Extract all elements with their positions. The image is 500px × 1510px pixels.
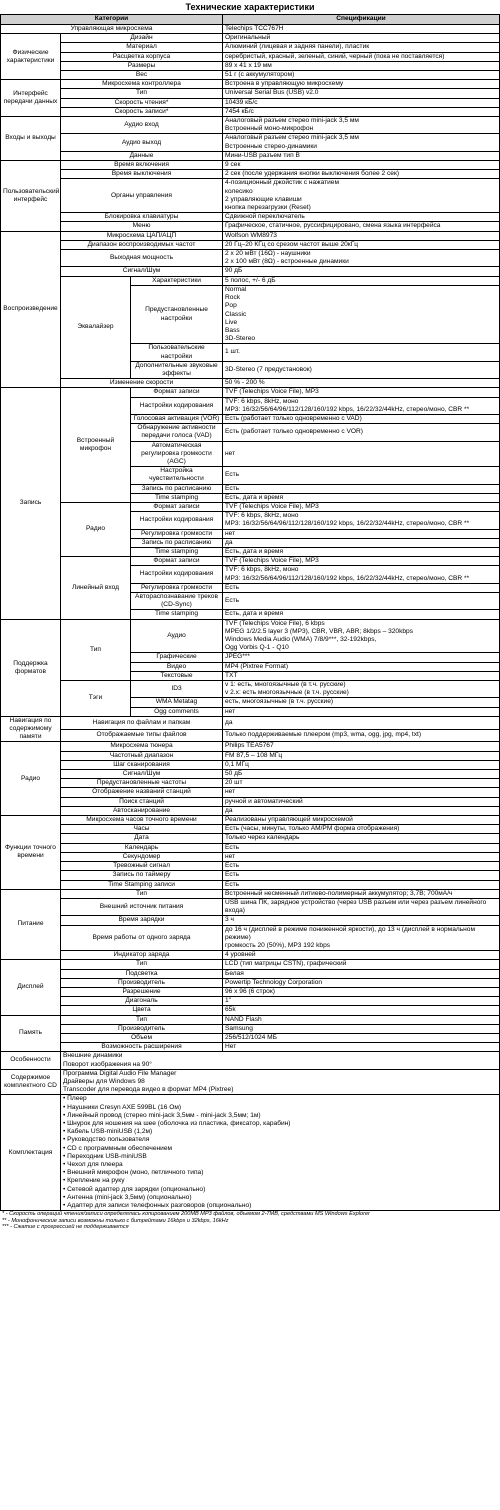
group-label: Содержимое комплектного CD <box>1 1069 61 1095</box>
table-row <box>1 71 500 80</box>
spec-value: ручной и автоматический <box>223 797 500 806</box>
spec-label: Микросхема часов точного времени <box>61 816 223 825</box>
spec-value: NAND Flash <box>223 1015 500 1024</box>
table-row <box>1 978 500 987</box>
spec-label: Сигнал/Шум <box>61 770 223 779</box>
spec-label: Микросхема тюнера <box>61 742 223 751</box>
table-row <box>1 1043 500 1052</box>
spec-label: Управляющая микросхема <box>1 25 223 34</box>
group-label: Питание <box>1 889 61 960</box>
spec-label: Возможность расширения <box>61 1043 223 1052</box>
spec-label: Настройки кодирования <box>131 397 223 414</box>
table-row <box>1 267 500 276</box>
spec-value: Белая <box>223 969 500 978</box>
spec-label: Регулировка громкости <box>131 529 223 538</box>
spec-label: Аудио выход <box>61 134 223 151</box>
table-row <box>1 969 500 978</box>
page-title: Технические характеристики <box>185 2 315 12</box>
spec-value: TVF: 6 kbps, 8kHz, моно MP3: 16/32/56/64/96/112/128/160/192 kbps, 16/22/32/44kHz, стерео/моно, CBR ** <box>223 512 500 529</box>
table-row <box>1 557 500 566</box>
spec-label: Часы <box>61 825 223 834</box>
spec-label: Настройки кодирования <box>131 566 223 583</box>
spec-label: Характеристики <box>131 276 223 285</box>
table-header-row <box>1 15 500 25</box>
spec-label: Тип <box>61 89 223 98</box>
spec-value: 7454 кБ/с <box>223 107 500 116</box>
spec-label: Подсветка <box>61 969 223 978</box>
spec-value: Есть, дата и время <box>223 547 500 556</box>
table-row <box>1 1052 500 1069</box>
spec-value: Philips TEA5767 <box>223 742 500 751</box>
spec-value: Сдвижной переключатель <box>223 213 500 222</box>
spec-value: 4 уровней <box>223 951 500 960</box>
subgroup-label: Эквалайзер <box>61 276 131 378</box>
spec-value: до 16 ч (дисплей в режиме пониженной яркости), до 13 ч (дисплей в нормальном режиме) громкость 20 (50%), MP3 192 kbps <box>223 925 500 951</box>
spec-label: Расцветка корпуса <box>61 52 223 61</box>
footnote: * - Скорость операций чтения/записи определялась копированием 200MB MP3 файлов, объемом 2-7MB, средствами MS Windows Explorer <box>2 1211 370 1218</box>
table-row <box>1 34 500 43</box>
table-row <box>1 729 500 742</box>
spec-value: TVF: 6 kbps, 8kHz, моно MP3: 16/32/56/64/96/112/128/160/192 kbps, 16/22/32/44kHz, стерео/моно, CBR ** <box>223 566 500 583</box>
spec-value: 256/512/1024 МБ <box>223 1033 500 1042</box>
table-row <box>1 80 500 89</box>
spec-label: Пользовательские настройки <box>131 344 223 361</box>
spec-value: USB шина ПК, зарядное устройство (через USB разъем или через разъем линейного входа) <box>223 898 500 915</box>
spec-value: Universal Serial Bus (USB) v2.0 <box>223 89 500 98</box>
table-row <box>1 134 500 151</box>
table-row <box>1 25 500 34</box>
spec-value: Telechips TCC767H <box>223 25 500 34</box>
column-header-category: Категории <box>1 15 223 25</box>
spec-label: Внешний источник питания <box>61 898 223 915</box>
spec-label: Частотный диапазон <box>61 751 223 760</box>
table-row <box>1 170 500 179</box>
subgroup-label: Линейный вход <box>61 557 131 619</box>
table-row <box>1 231 500 240</box>
spec-value: Есть, дата и время <box>223 610 500 619</box>
table-row <box>1 862 500 871</box>
group-label: Воспроизведение <box>1 231 61 388</box>
spec-value: Реализованы управляющей микросхемой <box>223 816 500 825</box>
spec-value: Нет <box>223 1043 500 1052</box>
table-row <box>1 43 500 52</box>
table-row <box>1 1006 500 1015</box>
table-row <box>1 117 500 134</box>
spec-value: Есть <box>223 871 500 880</box>
spec-value: есть, многоязычные (в т.ч. русские) <box>223 698 500 707</box>
table-row <box>1 681 500 698</box>
group-label: Навигация по содержимому памяти <box>1 716 61 742</box>
table-row <box>1 1024 500 1033</box>
table-row <box>1 751 500 760</box>
spec-label: Аудио <box>131 619 223 653</box>
spec-value: нет <box>223 852 500 861</box>
spec-label: Навигация по файлам и папкам <box>61 716 223 729</box>
table-row <box>1 107 500 116</box>
spec-value: 2 сек (после удержания кнопки выключения более 2 сек) <box>223 170 500 179</box>
table-row <box>1 240 500 249</box>
spec-value: Есть <box>223 880 500 889</box>
spec-value: Wolfson WM8973 <box>223 231 500 240</box>
table-row <box>1 960 500 969</box>
table-row <box>1 388 500 397</box>
spec-label: Отображение названий станций <box>61 788 223 797</box>
spec-value: 50 % - 200 % <box>223 379 500 388</box>
column-header-spec: Спецификации <box>223 15 500 25</box>
spec-value: Мини-USB разъем тип B <box>223 151 500 160</box>
table-row <box>1 816 500 825</box>
spec-label: Тип <box>61 1015 223 1024</box>
group-label: Память <box>1 1015 61 1052</box>
spec-value: 1 шт. <box>223 344 500 361</box>
spec-value: 4-позиционный джойстик с нажатием колесико 2 управляющие клавиши кнопка перезагрузки (Reset) <box>223 179 500 213</box>
table-row <box>1 1015 500 1024</box>
spec-value: Есть <box>223 467 500 484</box>
spec-value: Есть (работает только одновременно с VOR) <box>223 424 500 441</box>
group-label: Интерфейс передачи данных <box>1 80 61 117</box>
spec-value: Есть <box>223 862 500 871</box>
group-label: Радио <box>1 742 61 816</box>
table-row <box>1 898 500 915</box>
table-row <box>1 825 500 834</box>
spec-label: Запись по таймеру <box>61 871 223 880</box>
spec-label: Time Stamping записи <box>61 880 223 889</box>
table-row <box>1 61 500 70</box>
spec-label: Выходная мощность <box>61 250 223 267</box>
spec-label: Шаг сканирования <box>61 760 223 769</box>
spec-label: Скорость чтения* <box>61 98 223 107</box>
table-row <box>1 1033 500 1042</box>
spec-label: Время выключения <box>61 170 223 179</box>
table-row <box>1 997 500 1006</box>
table-row <box>1 1069 500 1095</box>
spec-value: Есть, дата и время <box>223 493 500 502</box>
spec-label: Обнаружение активности передачи голоса (VAD) <box>131 424 223 441</box>
spec-label: Изменение скорости <box>61 379 223 388</box>
table-row <box>1 760 500 769</box>
spec-value: MP4 (Pixtree Format) <box>223 662 500 671</box>
spec-label: Автоматическая регулировка громкости (AGC) <box>131 441 223 467</box>
spec-value: 90 дБ <box>223 267 500 276</box>
spec-value: Есть <box>223 843 500 852</box>
table-row <box>1 916 500 925</box>
spec-label: Календарь <box>61 843 223 852</box>
spec-label: Предустановленные частоты <box>61 779 223 788</box>
subgroup-label: Тэги <box>61 681 131 717</box>
spec-label: Ogg comments <box>131 707 223 716</box>
spec-label: Дополнительные звуковые эффекты <box>131 361 223 378</box>
spec-label: WMA Metatag <box>131 698 223 707</box>
table-row <box>1 843 500 852</box>
spec-value: Внешние динамики Поворот изображения на 90° <box>61 1052 500 1069</box>
spec-label: Секундомер <box>61 852 223 861</box>
spec-value: TVF (Telechips Voice File), MP3 <box>223 557 500 566</box>
group-label: Особенности <box>1 1052 61 1069</box>
spec-value: Аналоговый разъем стерео mini-jack 3,5 мм Встроенный моно-микрофон <box>223 117 500 134</box>
spec-label: Микросхема ЦАП/АЦП <box>61 231 223 240</box>
spec-value: FM 87,5 – 108 МГц <box>223 751 500 760</box>
spec-label: Скорость записи* <box>61 107 223 116</box>
spec-value: Есть (работает только одновременно с VAD) <box>223 414 500 423</box>
spec-value: 50 дБ <box>223 770 500 779</box>
table-row <box>1 179 500 213</box>
group-label: Дисплей <box>1 960 61 1015</box>
spec-label: Диагональ <box>61 997 223 1006</box>
spec-label: Производитель <box>61 1024 223 1033</box>
table-row <box>1 151 500 160</box>
spec-value: 10439 кБ/с <box>223 98 500 107</box>
spec-value: Встроена в управляющую микросхему <box>223 80 500 89</box>
spec-value: Есть <box>223 484 500 493</box>
table-row <box>1 89 500 98</box>
spec-value: 96 x 96 (6 строк) <box>223 987 500 996</box>
spec-label: Время зарядки <box>61 916 223 925</box>
spec-label: Цвета <box>61 1006 223 1015</box>
spec-value: да <box>223 716 500 729</box>
table-row <box>1 213 500 222</box>
spec-value: JPEG*** <box>223 653 500 662</box>
spec-label: Размеры <box>61 61 223 70</box>
table-row <box>1 779 500 788</box>
spec-value: 65k <box>223 1006 500 1015</box>
spec-value: Программа Digital Audio File Manager Драйверы для Windows 98 Transcoder для перевода видео в формат MP4 (Pixtree) <box>61 1069 500 1095</box>
spec-value: нет <box>223 707 500 716</box>
table-row <box>1 619 500 653</box>
spec-value: 3 ч <box>223 916 500 925</box>
spec-value: v 1: есть, многоязычные (в т.ч. русские) v 2.x: есть многоязычные (в т.ч. русские) <box>223 681 500 698</box>
spec-value: да <box>223 806 500 815</box>
table-row <box>1 987 500 996</box>
spec-label: Данные <box>61 151 223 160</box>
table-row <box>1 1095 500 1211</box>
spec-label: Дата <box>61 834 223 843</box>
table-row <box>1 250 500 267</box>
spec-value: Normal Rock Pop Classic Live Bass 3D-Stereo <box>223 285 500 343</box>
spec-value: Есть <box>223 583 500 592</box>
spec-label: Тип <box>61 960 223 969</box>
table-row <box>1 52 500 61</box>
spec-label: Сигнал/Шум <box>61 267 223 276</box>
spec-value: Есть <box>223 593 500 610</box>
spec-value: 1" <box>223 997 500 1006</box>
subgroup-label: Тип <box>61 619 131 680</box>
table-row <box>1 742 500 751</box>
spec-value: Алюминий (лицевая и задняя панели), пластик <box>223 43 500 52</box>
spec-label: Вес <box>61 71 223 80</box>
spec-value: 9 сек <box>223 161 500 170</box>
spec-value: 2 x 20 мВт (16Ω) - наушники 2 x 100 мВт (8Ω) - встроенные динамики <box>223 250 500 267</box>
spec-label: Индикатор заряда <box>61 951 223 960</box>
table-row <box>1 379 500 388</box>
spec-label: Видео <box>131 662 223 671</box>
spec-label: Текстовые <box>131 671 223 680</box>
spec-value: Графическое, статичное, руссифицировано, смена языка интерфейса <box>223 222 500 231</box>
spec-label: Формат записи <box>131 502 223 511</box>
spec-label: Тревожный сигнал <box>61 862 223 871</box>
spec-value: 5 полос, +/- 6 дБ <box>223 276 500 285</box>
spec-label: Запись по расписанию <box>131 538 223 547</box>
footnote: *** - Сжатие с прогрессией не поддерживается <box>2 1224 129 1231</box>
spec-value: TVF (Telechips Voice File), 6 kbps MPEG 1/2/2.5 layer 3 (MP3), CBR, VBR, ABR; 8kbps – 320kbps Windows Media Audio (WMA) 7/8/9***, 32-192kbps, Ogg Vorbis Q-1 - Q10 <box>223 619 500 653</box>
spec-label: Объем <box>61 1033 223 1042</box>
spec-value: Встроенный несменный литиево-полимерный аккумулятор; 3,7В; 700мА/ч <box>223 889 500 898</box>
spec-label: Регулировка громкости <box>131 583 223 592</box>
spec-label: Диапазон воспроизводимых частот <box>61 240 223 249</box>
spec-value: нет <box>223 441 500 467</box>
spec-label: Настройка чувствительности <box>131 467 223 484</box>
spec-label: Время работы от одного заряда <box>61 925 223 951</box>
spec-label: Time stamping <box>131 547 223 556</box>
spec-label: Микросхема контроллера <box>61 80 223 89</box>
table-row <box>1 98 500 107</box>
spec-value: TVF (Telechips Voice File), MP3 <box>223 502 500 511</box>
spec-label: Time stamping <box>131 493 223 502</box>
footnote: ** - Монофонические записи возможны только с битрейтами 16kbps и 32kbps, 16kHz <box>2 1217 229 1224</box>
group-label: Поддержка форматов <box>1 619 61 716</box>
spec-label: Производитель <box>61 978 223 987</box>
spec-value: LCD (тип матрицы CSTN), графический <box>223 960 500 969</box>
spec-label: Голосовая активация (VOR) <box>131 414 223 423</box>
spec-label: Дизайн <box>61 34 223 43</box>
spec-label: Формат записи <box>131 557 223 566</box>
spec-value: нет <box>223 788 500 797</box>
spec-value: 20 шт <box>223 779 500 788</box>
table-row <box>1 161 500 170</box>
spec-value: Samsung <box>223 1024 500 1033</box>
table-row <box>1 806 500 815</box>
subgroup-label: Встроенный микрофон <box>61 388 131 503</box>
spec-value: 51 г (с аккумулятором) <box>223 71 500 80</box>
group-label: Комплектация <box>1 1095 61 1211</box>
spec-label: Запись по расписанию <box>131 484 223 493</box>
table-row <box>1 276 500 285</box>
spec-value: Есть (часы, минуты, только AM/PM форма отображения) <box>223 825 500 834</box>
spec-value: 20 Гц–20 КГц со срезом частот выше 20кГц <box>223 240 500 249</box>
spec-label: Меню <box>61 222 223 231</box>
spec-label: Автораспознавание треков (CD-Sync) <box>131 593 223 610</box>
spec-value: • Плеер • Наушники Cresyn AXE 599BL (16 Ом) • Линейный провод (стерео mini-jack 3,5мм - mini-jack 3,5мм; 1м) • Шнурок для ношения на шее (оболочка из пластика, фиксатор, карабин) • Кабель USB-miniUSB (1,2м) • Руководство пользователя • CD с программным обеспечением • Переходник USB-miniUSB • Чехол для плеера • Внешний микрофон (моно, петличного типа) • Крепление на руку • Сетевой адаптер для зарядки (опционально) • Антенна (mini-jack 3,5мм) (опционально) • Адаптер для записи телефонных разговоров (опционально) <box>61 1095 500 1211</box>
spec-label: Материал <box>61 43 223 52</box>
table-row <box>1 716 500 729</box>
spec-label: Отображаемые типы файлов <box>61 729 223 742</box>
table-row <box>1 770 500 779</box>
spec-value: TVF: 6 kbps, 8kHz, моно MP3: 16/32/56/64/96/112/128/160/192 kbps, 16/22/32/44kHz, стерео/моно, CBR ** <box>223 397 500 414</box>
spec-value: Powertip Technology Corporation <box>223 978 500 987</box>
spec-table <box>0 14 500 1211</box>
spec-label: Предустановленные настройки <box>131 285 223 343</box>
spec-value: TVF (Telechips Voice File), MP3 <box>223 388 500 397</box>
spec-label: ID3 <box>131 681 223 698</box>
spec-label: Поиск станций <box>61 797 223 806</box>
table-row <box>1 797 500 806</box>
group-label: Функции точного времени <box>1 816 61 890</box>
spec-value: да <box>223 538 500 547</box>
spec-value: Аналоговый разъем стерео mini-jack 3,5 мм Встроенные стерео-динамики <box>223 134 500 151</box>
spec-label: Время включения <box>61 161 223 170</box>
spec-label: Формат записи <box>131 388 223 397</box>
footnotes <box>0 1211 500 1231</box>
table-row <box>1 502 500 511</box>
spec-value: 0,1 МГц <box>223 760 500 769</box>
table-row <box>1 951 500 960</box>
spec-label: Органы управления <box>61 179 223 213</box>
spec-value: TXT <box>223 671 500 680</box>
group-label: Пользовательский интерфейс <box>1 161 61 232</box>
spec-label: Разрешение <box>61 987 223 996</box>
spec-value: Оригинальный <box>223 34 500 43</box>
group-label: Входы и выходы <box>1 117 61 161</box>
subgroup-label: Радио <box>61 502 131 556</box>
spec-value: 89 x 41 x 19 мм <box>223 61 500 70</box>
spec-value: 3D-Stereo (7 предустановок) <box>223 361 500 378</box>
spec-label: Блокировка клавиатуры <box>61 213 223 222</box>
spec-label: Автосканирование <box>61 806 223 815</box>
table-row <box>1 222 500 231</box>
table-row <box>1 788 500 797</box>
spec-label: Графические <box>131 653 223 662</box>
table-row <box>1 834 500 843</box>
table-row <box>1 925 500 951</box>
spec-value: серебристый, красный, зеленый, синий, черный (пока не поставляется) <box>223 52 500 61</box>
group-label: Запись <box>1 388 61 619</box>
table-row <box>1 852 500 861</box>
table-row <box>1 889 500 898</box>
spec-label: Настройки кодирования <box>131 512 223 529</box>
spec-value: Только через календарь <box>223 834 500 843</box>
spec-label: Тип <box>61 889 223 898</box>
spec-value: нет <box>223 529 500 538</box>
spec-label: Time stamping <box>131 610 223 619</box>
group-label: Физические характеристики <box>1 34 61 80</box>
spec-label: Аудио вход <box>61 117 223 134</box>
table-row <box>1 880 500 889</box>
table-row <box>1 871 500 880</box>
spec-value: Только поддерживаемые плеером (mp3, wma, ogg, jpg, mp4, txt) <box>223 729 500 742</box>
